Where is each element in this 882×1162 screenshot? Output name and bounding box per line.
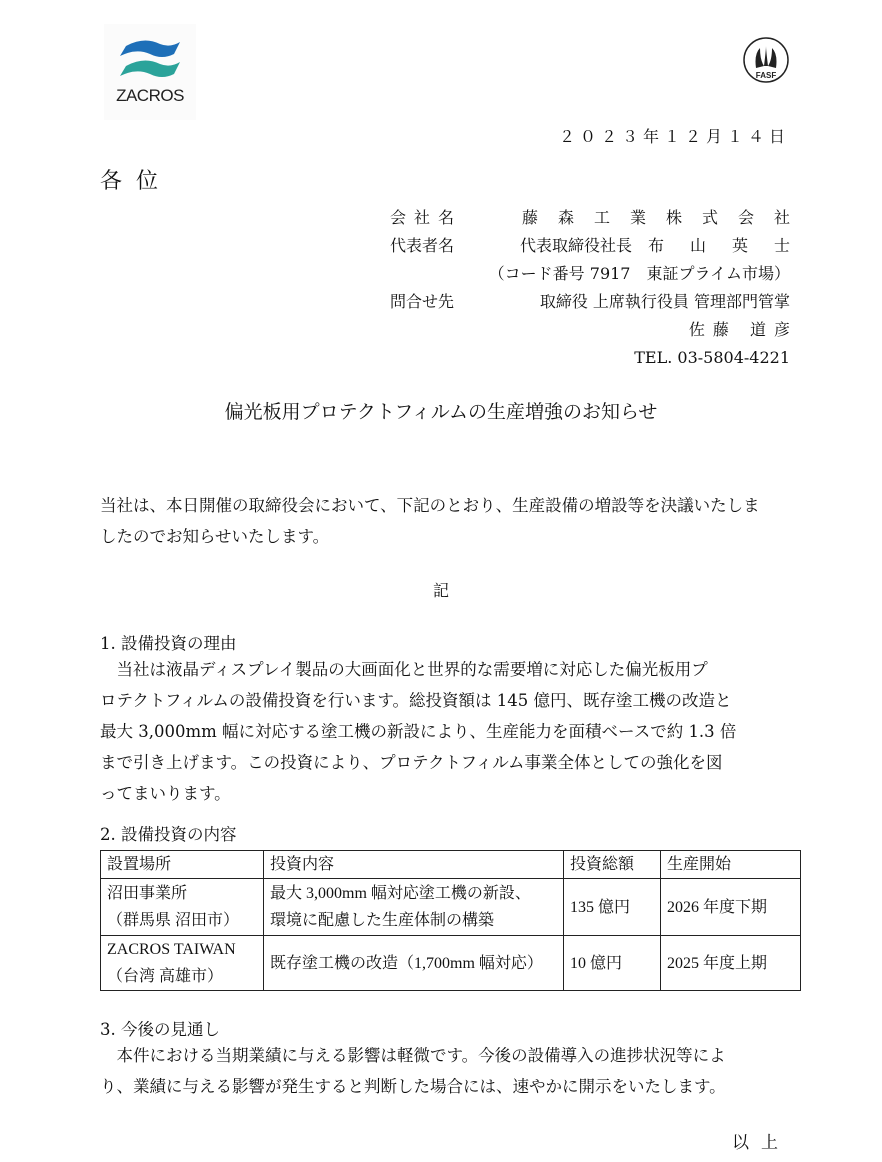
- contact-name: 佐藤 道彦: [688, 320, 798, 339]
- section3-heading: 3. 今後の見通し: [100, 1020, 220, 1039]
- rep-title: 代表取締役社長: [520, 236, 633, 255]
- section3-line: り、業績に与える影響が発生すると判断した場合には、速やかに開示をいたします。: [100, 1077, 726, 1096]
- company-name: 藤森工業株式会社: [521, 208, 810, 227]
- closing-mark: 以上: [732, 1133, 790, 1153]
- rep-label: 代表者名: [390, 236, 455, 255]
- section1-line: 当社は液晶ディスプレイ製品の大画面化と世界的な需要増に対応した偏光板用プ: [100, 660, 708, 679]
- cell-place: [101, 936, 264, 991]
- document-title: 偏光板用プロテクトフィルムの生産増強のお知らせ: [224, 401, 658, 423]
- content-line: 最大 3,000mm 幅対応塗工機の新設、: [270, 885, 531, 902]
- rep-name: 布山英士: [647, 236, 816, 255]
- section3-line: 本件における当期業績に与える影響は軽微です。今後の設備導入の進捗状況等によ: [100, 1046, 726, 1065]
- section1-heading: 1. 設備投資の理由: [100, 634, 237, 653]
- cell-content: [264, 879, 564, 936]
- intro-paragraph: [100, 490, 800, 552]
- company-label: 会社名: [390, 208, 463, 227]
- ki-heading: 記: [432, 581, 449, 600]
- section3-paragraph: [100, 1040, 800, 1102]
- intro-line: したのでお知らせいたします。: [100, 527, 330, 546]
- sender-info: [390, 204, 816, 372]
- addressee: 各位: [100, 169, 173, 194]
- zacros-logo: [104, 24, 196, 120]
- fasf-seal-icon: [742, 36, 790, 84]
- section1-paragraph: [100, 654, 800, 809]
- content-line: 既存塗工機の改造（1,700mm 幅対応）: [270, 954, 543, 972]
- section1-line: ってまいります。: [100, 784, 231, 803]
- table-row: [101, 879, 801, 936]
- section2-heading: 2. 設備投資の内容: [100, 825, 237, 844]
- content-line: 環境に配慮した生産体制の構築: [270, 912, 495, 929]
- svg-text:FASF: FASF: [755, 71, 777, 80]
- place-name: ZACROS TAIWAN: [107, 941, 236, 958]
- section1-line: まで引き上げます。この投資により、プロテクトフィルム事業全体としての強化を図: [100, 753, 723, 772]
- cell-place: [101, 879, 264, 936]
- cell-amount: 10 億円: [564, 936, 661, 991]
- investment-table: [100, 850, 801, 991]
- cell-start: 2025 年度上期: [661, 936, 801, 991]
- zacros-wave-icon: [104, 24, 196, 84]
- fasf-seal: [742, 36, 790, 84]
- contact-label: 問合せ先: [390, 292, 455, 311]
- stock-code-note: （コード番号 7917 東証プライム市場）: [488, 264, 790, 283]
- cell-start: 2026 年度下期: [661, 879, 801, 936]
- cell-content: [264, 936, 564, 991]
- intro-line: 当社は、本日開催の取締役会において、下記のとおり、生産設備の増設等を決議いたしま: [100, 496, 760, 515]
- section1-line: ロテクトフィルムの設備投資を行います。総投資額は 145 億円、既存塗工機の改造と: [100, 691, 732, 710]
- header-place: 設置場所: [101, 851, 264, 879]
- section1-line: 最大 3,000mm 幅に対応する塗工機の新設により、生産能力を面積ベースで約 1.3 倍: [100, 722, 737, 741]
- logo-text: ZACROS: [116, 86, 184, 105]
- header-start: 生産開始: [661, 851, 801, 879]
- place-location: （群馬県 沼田市）: [107, 912, 240, 929]
- table-row: [101, 936, 801, 991]
- cell-amount: 135 億円: [564, 879, 661, 936]
- table-header-row: [101, 851, 801, 879]
- header-amount: 投資総額: [564, 851, 661, 879]
- contact-title: 取締役 上席執行役員 管理部門管掌: [539, 292, 790, 311]
- place-name: 沼田事業所: [107, 885, 188, 902]
- contact-tel: TEL. 03-5804-4221: [634, 348, 790, 367]
- document-date: ２０２３年１２月１４日: [558, 127, 790, 146]
- place-location: （台湾 高雄市）: [107, 968, 224, 985]
- header-content: 投資内容: [264, 851, 564, 879]
